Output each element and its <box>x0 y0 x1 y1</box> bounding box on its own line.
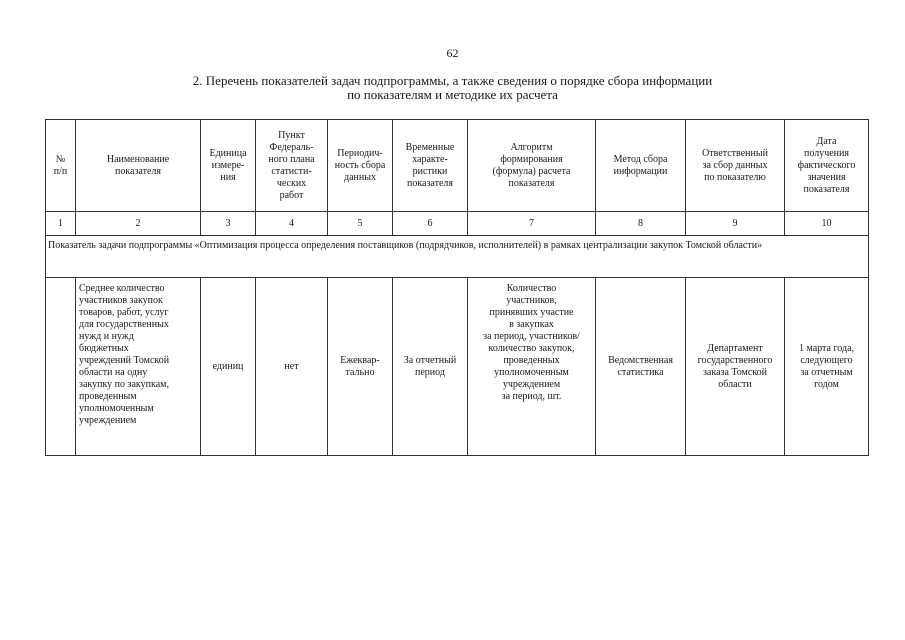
column-number-cell: 1 <box>46 212 76 236</box>
column-number-cell: 9 <box>686 212 785 236</box>
indicator-name-cell: Среднее количество участников закупок товаров, работ, услуг для государственных нужд и нужд бюджетных учреждений Томской области на одну закупку по закупкам, проведенным уполномоченным учреждением <box>76 278 201 456</box>
column-number-cell: 8 <box>596 212 686 236</box>
unit-cell: единиц <box>201 278 256 456</box>
time-characteristics-cell: За отчетный период <box>393 278 468 456</box>
column-number-cell: 7 <box>468 212 596 236</box>
header-cell-unit: Единица измере- ния <box>201 120 256 212</box>
column-number-cell: 10 <box>785 212 869 236</box>
header-cell-date: Дата получения фактического значения показателя <box>785 120 869 212</box>
page-number: 62 <box>446 46 459 60</box>
table-row <box>46 278 869 456</box>
column-number-cell: 4 <box>256 212 328 236</box>
periodicity-cell: Ежеквар- тально <box>328 278 393 456</box>
row-number-cell <box>46 278 76 456</box>
page-title <box>0 74 905 102</box>
header-cell-responsible: Ответственный за сбор данных по показателю <box>686 120 785 212</box>
federal-plan-cell: нет <box>256 278 328 456</box>
header-cell-algorithm: Алгоритм формирования (формула) расчета показателя <box>468 120 596 212</box>
column-number-cell: 5 <box>328 212 393 236</box>
header-cell-time-characteristics: Временные характе- ристики показателя <box>393 120 468 212</box>
column-number-cell: 2 <box>76 212 201 236</box>
header-cell-number: № п/п <box>46 120 76 212</box>
indicators-table <box>45 119 869 456</box>
date-cell: 1 марта года, следующего за отчетным годом <box>785 278 869 456</box>
algorithm-cell: Количество участников, принявших участие в закупках за период, участников/ количество закупок, проведенных уполномоченным учреждением за период, шт. <box>468 278 596 456</box>
column-number-cell: 3 <box>201 212 256 236</box>
table-header-row <box>46 120 869 212</box>
header-cell-federal-plan: Пункт Федераль- ного плана статисти- ческих работ <box>256 120 328 212</box>
page-title-line-1: 2. Перечень показателей задач подпрограммы, а также сведения о порядке сбора информации <box>192 73 713 88</box>
header-cell-name: Наименование показателя <box>76 120 201 212</box>
column-number-cell: 6 <box>393 212 468 236</box>
responsible-cell: Департамент государственного заказа Томской области <box>686 278 785 456</box>
section-title-cell: Показатель задачи подпрограммы «Оптимизация процесса определения поставщиков (подрядчиков, исполнителей) в рамках централизации закупок Томской области» <box>46 236 869 278</box>
section-title-row <box>46 236 869 278</box>
collection-method-cell: Ведомственная статистика <box>596 278 686 456</box>
header-cell-collection-method: Метод сбора информации <box>596 120 686 212</box>
column-number-row <box>46 212 869 236</box>
page-title-line-2: по показателям и методике их расчета <box>347 87 558 102</box>
header-cell-periodicity: Периодич- ность сбора данных <box>328 120 393 212</box>
